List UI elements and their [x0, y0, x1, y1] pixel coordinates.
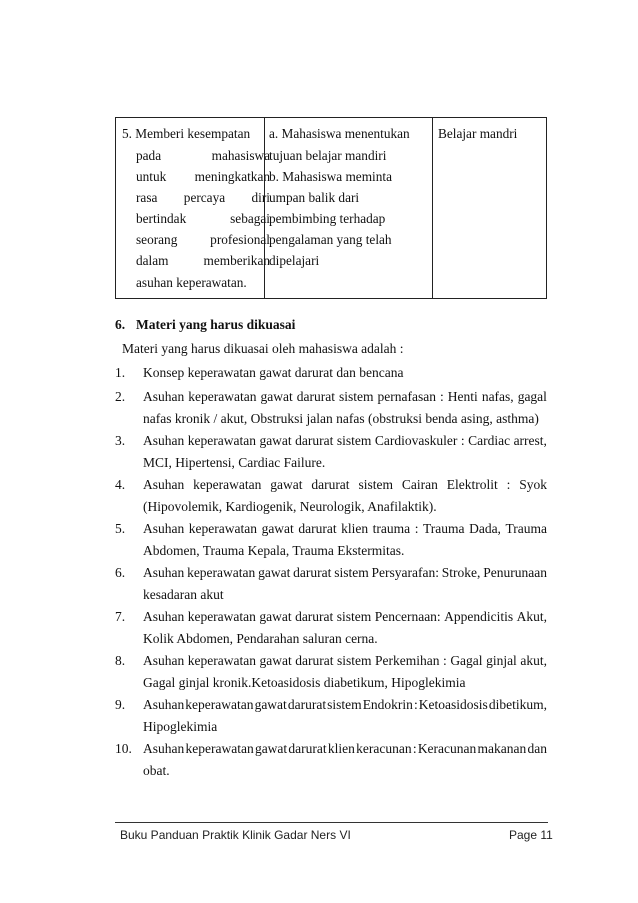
list-item-text: Gagal ginjal kronik.Ketoasidosis diabetikum, Hipoglekimia	[143, 675, 466, 690]
list-item-number: 4.	[115, 477, 126, 492]
list-item-text: Asuhan keperawatan gawat darurat sistem Cairan Elektrolit : Syok	[143, 477, 547, 492]
list-item-number: 9.	[115, 697, 126, 712]
list-item-number: 2.	[115, 389, 126, 404]
footer-title: Buku Panduan Praktik Klinik Gadar Ners VI	[120, 828, 351, 842]
list-item-text: Asuhan keperawatan gawat darurat sistem Cardiovaskuler : Cardiac arrest,	[143, 433, 547, 448]
list-item-text: Abdomen, Trauma Kepala, Trauma Ekstermitas.	[143, 543, 405, 558]
list-item-number: 1.	[115, 365, 126, 380]
list-item-text: Hipoglekimia	[143, 719, 218, 734]
table-cell-line: seorang profesional	[136, 232, 270, 247]
list-item-text: MCI, Hipertensi, Cardiac Failure.	[143, 455, 326, 470]
table-cell-line: 5. Memberi kesempatan	[122, 126, 251, 141]
list-item-text: Asuhan keperawatan gawat darurat klien trauma : Trauma Dada, Trauma	[143, 521, 547, 536]
list-item-text: Asuhan keperawatan gawat darurat sistem pernafasan : Henti nafas, gagal	[143, 389, 547, 404]
table-cell-line: dipelajari	[269, 253, 320, 268]
table-cell-line: b. Mahasiswa meminta	[269, 169, 392, 184]
list-item-text: kesadaran akut	[143, 587, 224, 602]
table-cell-line: pada mahasiswa	[136, 148, 270, 163]
list-item-number: 6.	[115, 565, 126, 580]
table-divider	[432, 118, 433, 298]
section-number: 6.	[115, 317, 126, 332]
list-item-number: 3.	[115, 433, 126, 448]
list-item-number: 7.	[115, 609, 126, 624]
table-cell-line: umpan balik dari	[269, 190, 360, 205]
list-item-text: nafas kronik / akut, Obstruksi jalan nafas (obstruksi benda asing, asthma)	[143, 411, 539, 426]
footer-rule	[115, 822, 548, 823]
list-item-number: 5.	[115, 521, 126, 536]
list-item-text: Kolik Abdomen, Pendarahan saluran cerna.	[143, 631, 378, 646]
table-cell-line: pengalaman yang telah	[269, 232, 392, 247]
table-cell-line: asuhan keperawatan.	[136, 275, 247, 290]
list-item-text: obat.	[143, 763, 170, 778]
table-cell-line: pembimbing terhadap	[269, 211, 386, 226]
table-divider	[264, 118, 265, 298]
table-cell-line: dalam memberikan	[136, 253, 270, 268]
list-item-text: Asuhan keperawatan gawat darurat sistem Pencernaan: Appendicitis Akut,	[143, 609, 547, 624]
page-number: Page 11	[509, 828, 553, 842]
table-cell-line: tujuan belajar mandiri	[269, 148, 387, 163]
list-item-text: Konsep keperawatan gawat darurat dan bencana	[143, 365, 404, 380]
table-cell-line: rasa percaya diri	[136, 190, 270, 205]
section-title: Materi yang harus dikuasai	[136, 317, 296, 332]
table-cell-line: bertindak sebagai	[136, 211, 270, 226]
table-cell-line: a. Mahasiswa menentukan	[269, 126, 410, 141]
list-item-number: 10.	[115, 741, 132, 756]
list-item-number: 8.	[115, 653, 126, 668]
table-cell-line: Belajar mandri	[438, 126, 518, 141]
table-cell-line: untuk meningkatkan	[136, 169, 270, 184]
list-item-text: Asuhan keperawatan gawat darurat sistem Persyarafan: Stroke, Penurunaan	[143, 565, 547, 580]
list-item-text: Asuhan keperawatan gawat darurat klien keracunan : Keracunan makanan dan	[143, 741, 547, 756]
list-item-text: (Hipovolemik, Kardiogenik, Neurologik, Anafilaktik).	[143, 499, 437, 514]
list-item-text: Asuhan keperawatan gawat darurat sistem Endokrin : Ketoasidosis dibetikum,	[143, 697, 547, 712]
list-item-text: Asuhan keperawatan gawat darurat sistem Perkemihan : Gagal ginjal akut,	[143, 653, 547, 668]
competency-table	[115, 117, 547, 299]
section-intro: Materi yang harus dikuasai oleh mahasiswa adalah :	[122, 341, 404, 356]
